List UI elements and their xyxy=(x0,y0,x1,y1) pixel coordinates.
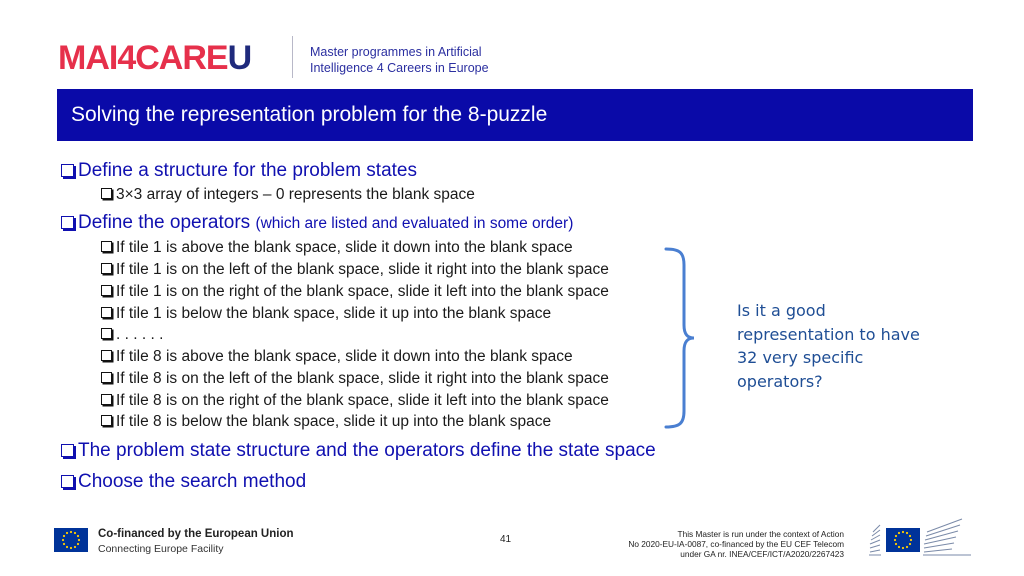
operator-item xyxy=(101,304,551,324)
bullet-text: If tile 8 is on the left of the blank space, slide it right into the blank space xyxy=(116,370,609,387)
curly-brace-icon xyxy=(664,247,696,429)
action-line-1: This Master is run under the context of Action xyxy=(677,529,844,539)
tagline-line-1: Master programmes in Artificial xyxy=(310,45,482,59)
note-line-3: 32 very specific xyxy=(737,348,864,367)
header-tagline xyxy=(310,44,489,76)
operator-item xyxy=(101,260,609,280)
bullet-define-operators xyxy=(61,212,573,235)
action-statement xyxy=(600,529,844,559)
page-number: 41 xyxy=(500,534,512,545)
tagline-line-2: Intelligence 4 Careers in Europe xyxy=(310,61,489,75)
checkbox-bullet-icon xyxy=(61,164,74,177)
sub-bullet-array xyxy=(101,185,475,205)
cef-text: Connecting Europe Facility xyxy=(98,543,224,555)
cofinanced-text: Co-financed by the European Union xyxy=(98,528,294,540)
bullet-define-structure xyxy=(61,160,417,182)
operator-item xyxy=(101,391,609,411)
note-line-4: operators? xyxy=(737,371,823,391)
header-divider xyxy=(292,36,293,78)
bullet-text: . . . . . . xyxy=(116,326,164,343)
action-line-2: No 2020-EU-IA-0087, co-financed by the EU CEF Telecom xyxy=(628,539,844,549)
checkbox-bullet-icon xyxy=(101,263,112,274)
bullet-parenthetical: (which are listed and evaluated in some order) xyxy=(255,215,574,232)
checkbox-bullet-icon xyxy=(101,188,112,199)
checkbox-bullet-icon xyxy=(101,415,112,426)
operator-item xyxy=(101,412,551,432)
checkbox-bullet-icon xyxy=(101,285,112,296)
european-commission-logo-icon xyxy=(922,512,972,556)
bullet-text: Choose the search method xyxy=(78,471,307,492)
bullet-text: If tile 8 is on the right of the blank space, slide it left into the blank space xyxy=(116,392,609,409)
operator-item xyxy=(101,282,609,302)
bullet-text: If tile 1 is on the right of the blank space, slide it left into the blank space xyxy=(116,283,609,300)
checkbox-bullet-icon xyxy=(101,307,112,318)
logo-part-1: MA xyxy=(58,39,109,77)
note-line-2: representation to have xyxy=(737,324,920,344)
bullet-text: Define the operators xyxy=(78,212,251,233)
eu-flag-icon xyxy=(886,528,920,552)
bullet-text: If tile 1 is on the left of the blank space, slide it right into the blank space xyxy=(116,261,609,278)
bullet-text: The problem state structure and the operators define the state space xyxy=(78,440,656,461)
side-note xyxy=(737,299,937,393)
checkbox-bullet-icon xyxy=(101,241,112,252)
bullet-state-space xyxy=(61,440,656,462)
action-line-3: under GA nr. INEA/CEF/ICT/A2020/2267423 xyxy=(680,549,844,559)
ec-building-icon xyxy=(868,512,882,556)
bullet-text: If tile 1 is below the blank space, slide it up into the blank space xyxy=(116,305,552,322)
checkbox-bullet-icon xyxy=(61,475,74,488)
mai4careu-logo xyxy=(58,38,251,78)
logo-part-3: U xyxy=(227,39,252,77)
checkbox-bullet-icon xyxy=(61,216,74,229)
bullet-search-method xyxy=(61,471,306,493)
operator-item xyxy=(101,238,573,258)
checkbox-bullet-icon xyxy=(61,444,74,457)
slide-title: Solving the representation problem for the 8-puzzle xyxy=(71,103,548,126)
checkbox-bullet-icon xyxy=(101,328,112,339)
eu-flag-icon xyxy=(54,528,88,552)
checkbox-bullet-icon xyxy=(101,372,112,383)
bullet-text: If tile 8 is above the blank space, slide it down into the blank space xyxy=(116,348,573,365)
operator-item xyxy=(101,369,609,389)
bullet-text: Define a structure for the problem states xyxy=(78,160,417,181)
logo-part-2: I4CARE xyxy=(108,39,228,77)
checkbox-bullet-icon xyxy=(101,350,112,361)
bullet-text: 3×3 array of integers – 0 represents the blank space xyxy=(116,186,475,203)
note-line-1: Is it a good xyxy=(737,301,826,320)
operator-item-ellipsis xyxy=(101,325,163,345)
bullet-text: If tile 8 is below the blank space, slide it up into the blank space xyxy=(116,413,552,430)
operator-item xyxy=(101,347,573,367)
bullet-text: If tile 1 is above the blank space, slide it down into the blank space xyxy=(116,239,573,256)
checkbox-bullet-icon xyxy=(101,394,112,405)
